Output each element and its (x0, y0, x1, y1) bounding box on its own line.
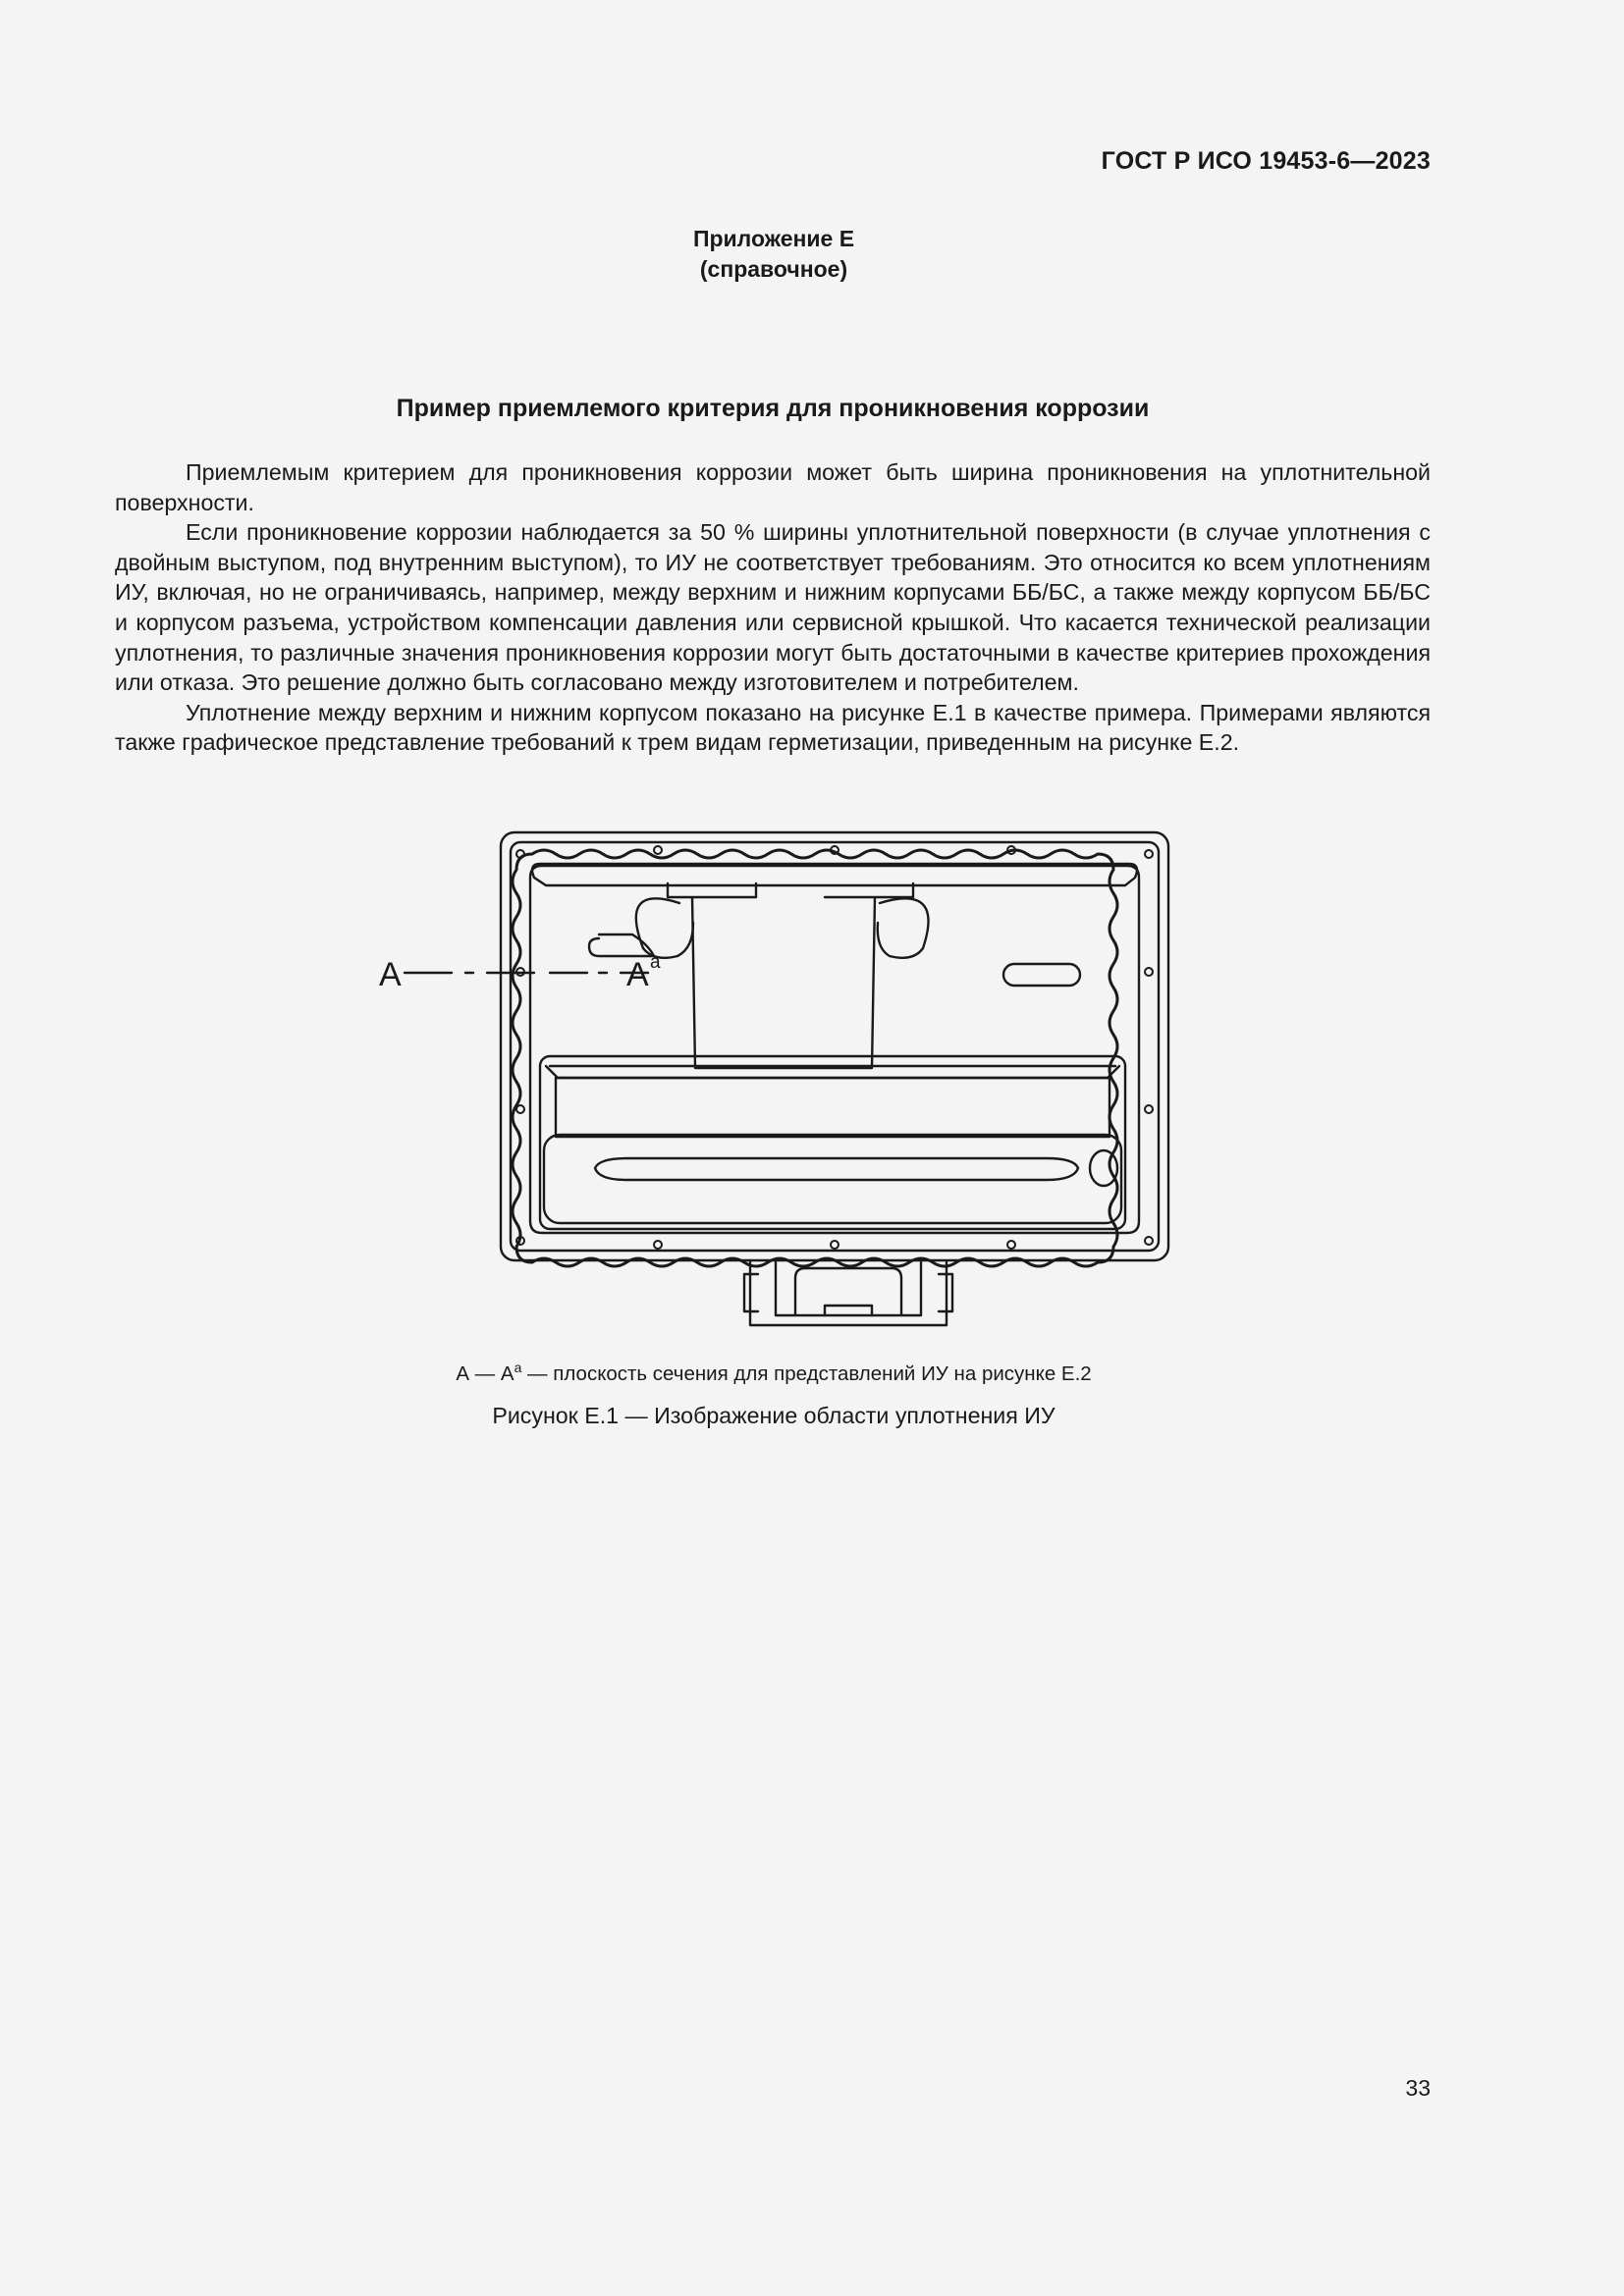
figure-note (0, 1360, 1547, 1386)
seal-area-figure (363, 825, 1188, 1335)
bolt-holes (516, 846, 1153, 1249)
center-stem (668, 883, 913, 1068)
section-label-right: A (626, 956, 649, 993)
section-title: Пример приемлемого критерия для проникновения коррозии (396, 395, 1150, 422)
lower-tray (540, 1056, 1125, 1229)
section-label-left: A (379, 956, 402, 993)
left-slot (589, 934, 654, 956)
paragraph-2: Если проникновение коррозии наблюдается за 50 % ширины уплотнительной поверхности (в случае уплотнения с двойным выступом, под внутренним выступом), то ИУ не соответствует требованиям. Это относится ко всем уплотнениям ИУ, включая, но не ограничиваясь, например, между верхним и нижним корпусами ББ/БС, а также между корпусом ББ/БС и корпусом разъема, устройством компенсации давления или сервисной крышкой. Что касается технической реализации уплотнения, то различные значения проникновения коррозии могут быть достаточными в качестве критериев прохождения или отказа. Это решение должно быть согласовано между изготовителем и потребителем. (115, 519, 1431, 696)
housing-inner-edge (511, 842, 1159, 1251)
seal-line (513, 850, 1117, 1266)
top-rail (532, 864, 1137, 885)
annex-subtitle: (справочное) (699, 256, 848, 282)
lower-window (595, 1158, 1078, 1180)
body-text (115, 457, 1431, 758)
figure-note-prefix: А — А (456, 1362, 514, 1385)
inner-cavity (530, 866, 1139, 1233)
figure-note-sup: а (514, 1360, 522, 1375)
connector (744, 1262, 952, 1325)
left-lobe (636, 898, 693, 957)
drain-hole (1090, 1150, 1117, 1186)
figure-caption: Рисунок Е.1 — Изображение области уплотнения ИУ (492, 1403, 1056, 1428)
seal-area-drawing (363, 825, 1188, 1335)
annex-heading (0, 224, 1547, 285)
section-label-right-sup: a (650, 952, 661, 973)
tray-panel (556, 1078, 1110, 1137)
paragraph-1: Приемлемым критерием для проникновения коррозии может быть ширина проникновения на уплотнительной поверхности. (115, 459, 1431, 515)
right-slot (1003, 964, 1080, 986)
right-lobe (878, 898, 929, 957)
figure-note-text: — плоскость сечения для представлений ИУ на рисунке Е.2 (521, 1362, 1092, 1385)
page-number: 33 (1405, 2075, 1431, 2101)
annex-title: Приложение Е (692, 226, 855, 251)
paragraph-3: Уплотнение между верхним и нижним корпусом показано на рисунке Е.1 в качестве примера. Примерами являются также графическое представление требований к трем видам герметизации, приведенным на рисунке Е.2. (115, 699, 1431, 756)
document-code: ГОСТ Р ИСО 19453-6—2023 (1101, 147, 1431, 175)
